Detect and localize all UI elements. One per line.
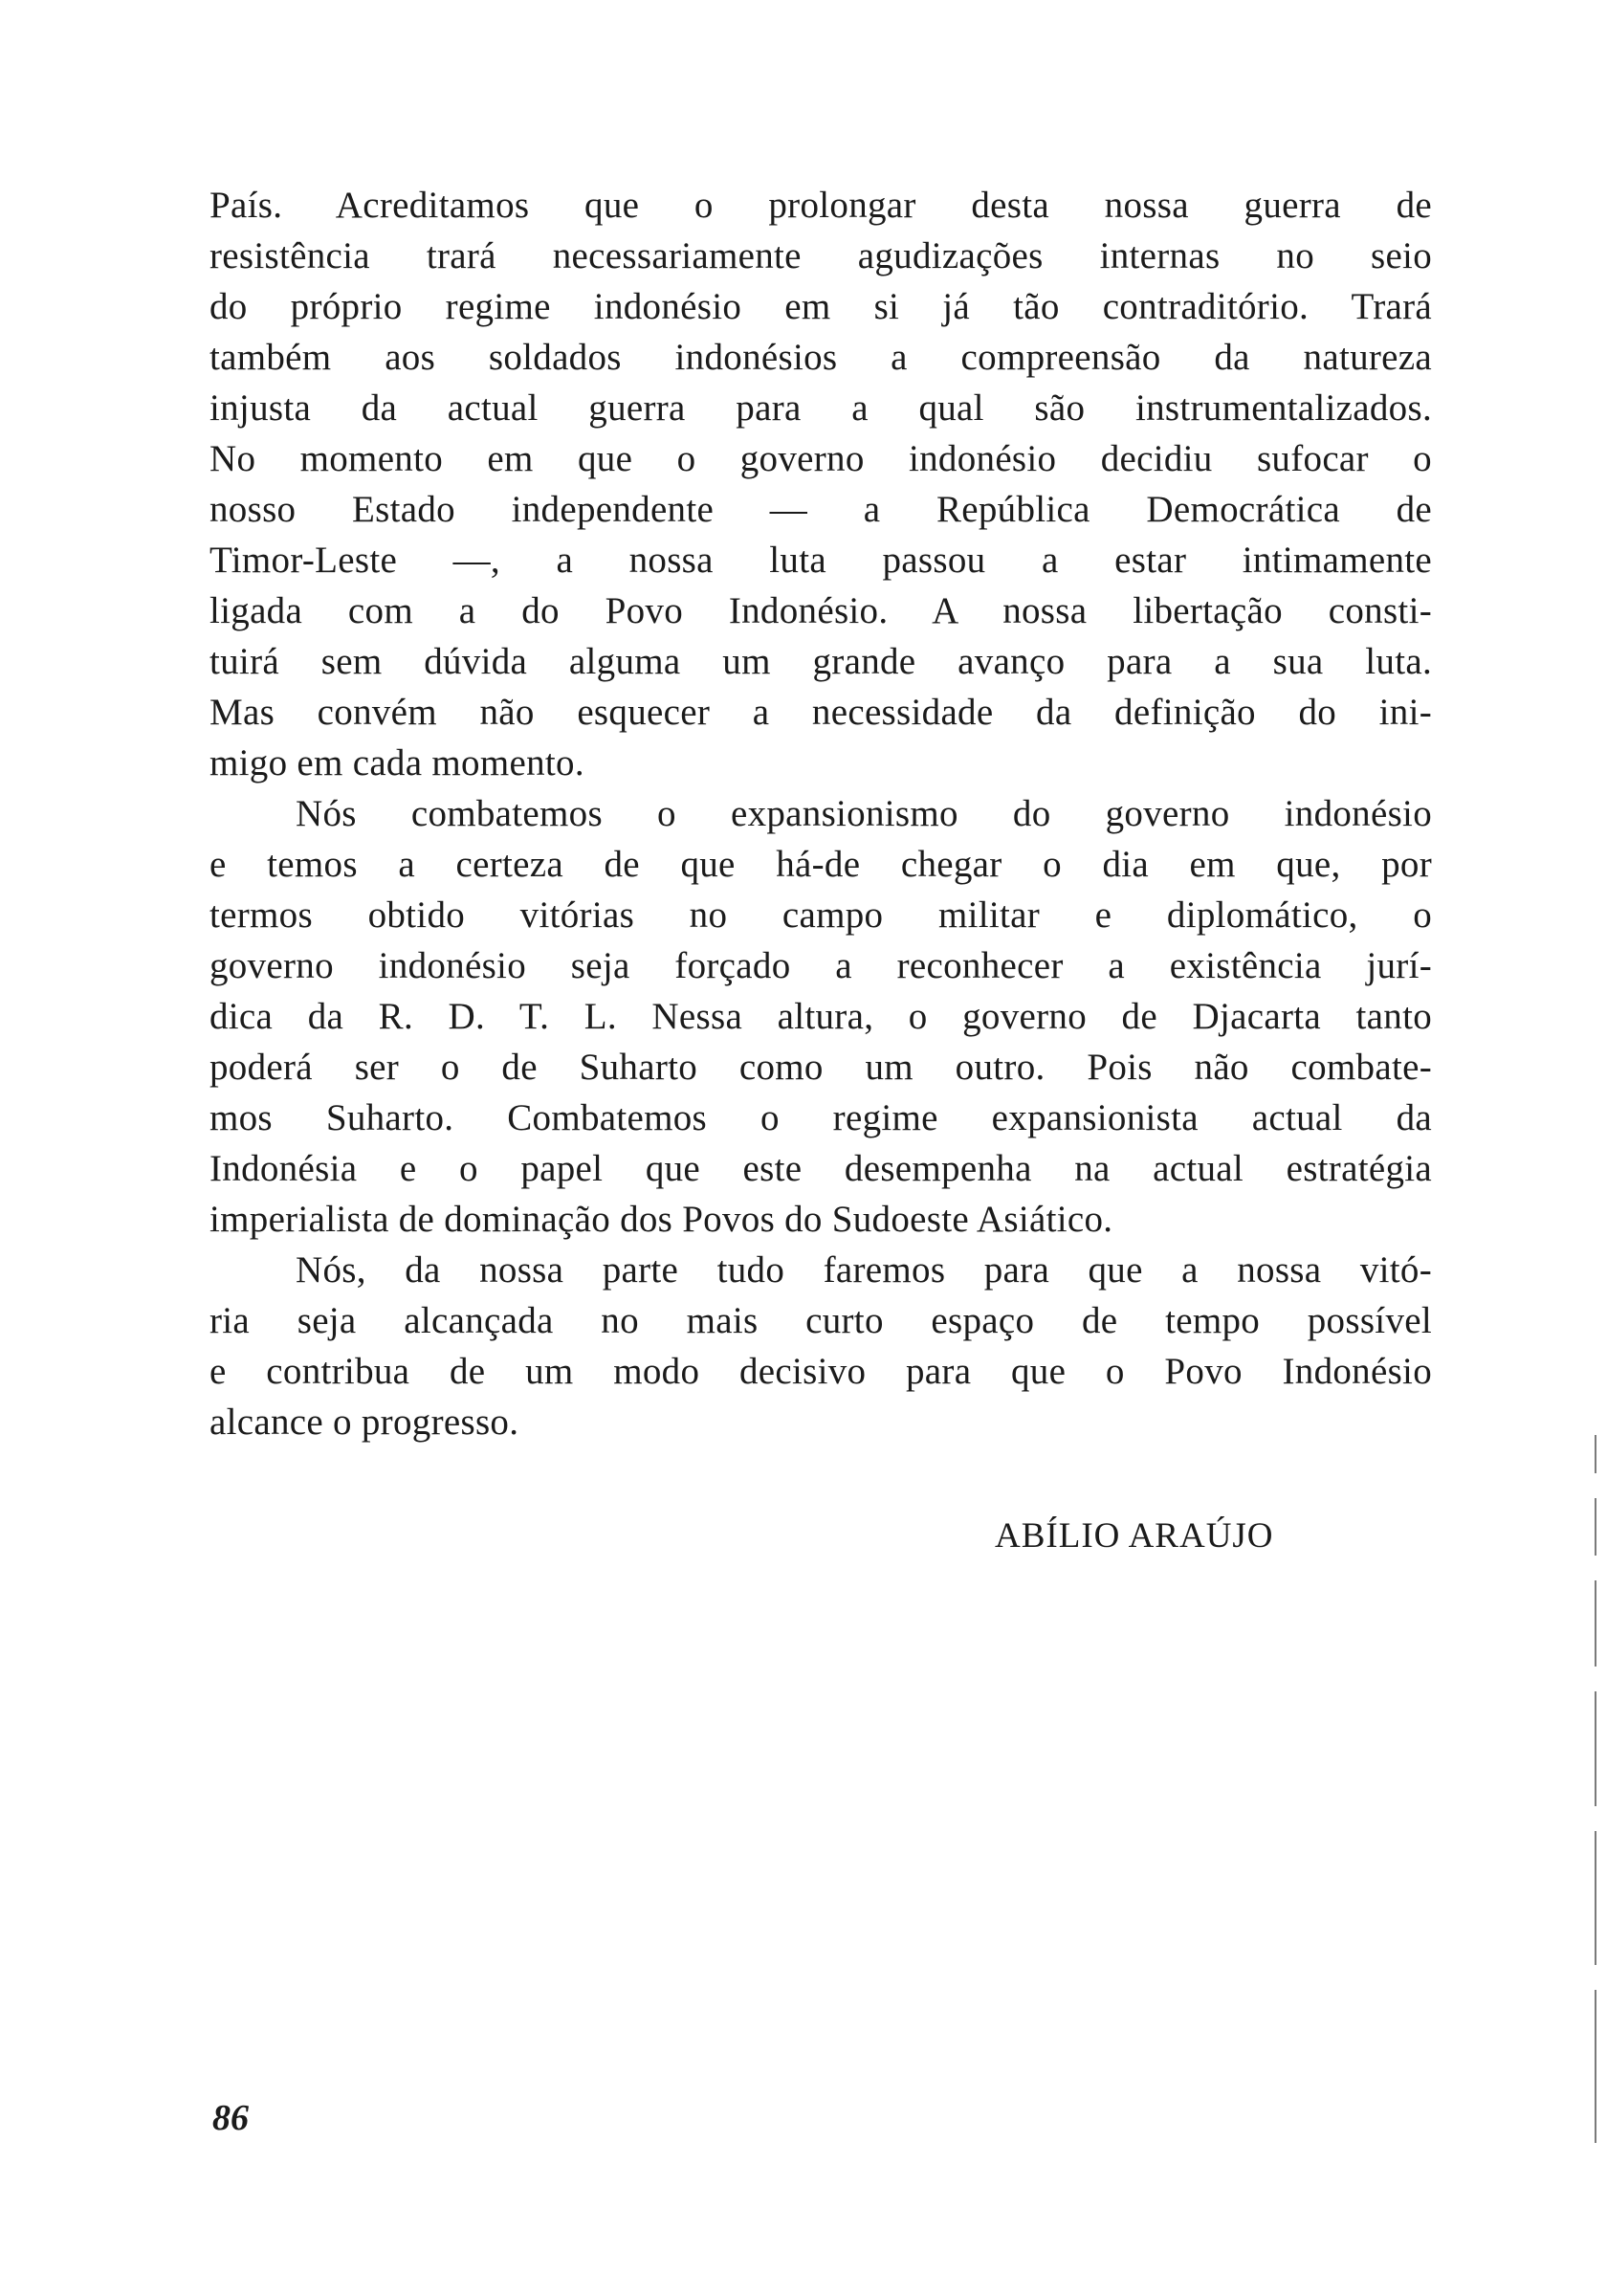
text-line: e contribua de um modo decisivo para que o Povo Indonésio: [209, 1351, 1432, 1392]
edge-mark: [1595, 1990, 1596, 2143]
text-line: alcance o progresso.: [209, 1402, 519, 1443]
text-line: resistência trará necessariamente agudizações internas no seio: [209, 235, 1432, 276]
text-line: Indonésia e o papel que este desempenha na actual estratégia: [209, 1148, 1432, 1189]
edge-mark: [1595, 1435, 1596, 1473]
text-line: governo indonésio seja forçado a reconhecer a existência jurí-: [209, 945, 1432, 986]
text-line: termos obtido vitórias no campo militar e diplomático, o: [209, 894, 1432, 936]
text-line: Mas convém não esquecer a necessidade da definição do ini-: [209, 692, 1432, 733]
scan-edge-marks: [1595, 1435, 1597, 2296]
text-line: ligada com a do Povo Indonésio. A nossa libertação consti-: [209, 590, 1432, 631]
text-line: ria seja alcançada no mais curto espaço de tempo possível: [209, 1300, 1432, 1341]
paragraph-start-line: Nós, da nossa parte tudo faremos para que a nossa vitó-: [296, 1249, 1432, 1291]
body-text: [209, 180, 1432, 1447]
edge-mark: [1595, 1691, 1596, 1806]
text-line: e temos a certeza de que há-de chegar o dia em que, por: [209, 844, 1432, 885]
text-line: também aos soldados indonésios a compreensão da natureza: [209, 337, 1432, 378]
text-line: do próprio regime indonésio em si já tão contraditório. Trará: [209, 286, 1432, 327]
edge-mark: [1595, 1498, 1596, 1556]
edge-mark: [1595, 1580, 1596, 1667]
text-line: imperialista de dominação dos Povos do Sudoeste Asiático.: [209, 1199, 1113, 1240]
author-signature: ABÍLIO ARAÚJO: [995, 1516, 1274, 1556]
text-line: tuirá sem dúvida alguma um grande avanço para a sua luta.: [209, 641, 1432, 682]
text-line: nosso Estado independente — a República Democrática de: [209, 489, 1432, 530]
text-line: migo em cada momento.: [209, 742, 584, 784]
text-line: injusta da actual guerra para a qual são instrumentalizados.: [209, 387, 1432, 429]
text-line: Timor-Leste —, a nossa luta passou a estar intimamente: [209, 540, 1432, 581]
text-line: No momento em que o governo indonésio decidiu sufocar o: [209, 438, 1432, 479]
text-line: dica da R. D. T. L. Nessa altura, o governo de Djacarta tanto: [209, 996, 1432, 1037]
page-number: 86: [212, 2098, 249, 2138]
text-line: País. Acreditamos que o prolongar desta nossa guerra de: [209, 185, 1432, 226]
paragraph-start-line: Nós combatemos o expansionismo do governo indonésio: [296, 793, 1432, 834]
text-line: poderá ser o de Suharto como um outro. Pois não combate-: [209, 1047, 1432, 1088]
text-line: mos Suharto. Combatemos o regime expansionista actual da: [209, 1097, 1432, 1138]
edge-mark: [1595, 1831, 1596, 1965]
